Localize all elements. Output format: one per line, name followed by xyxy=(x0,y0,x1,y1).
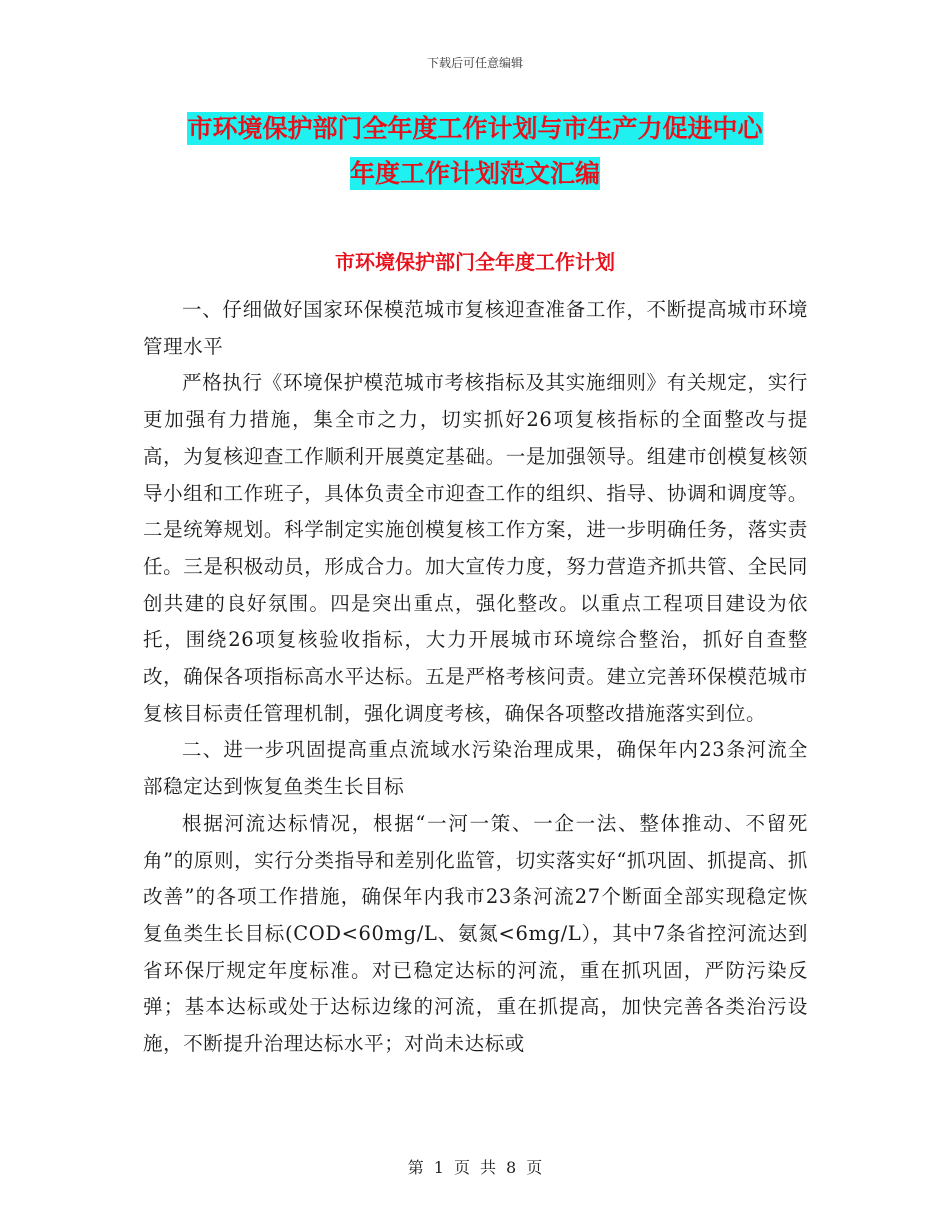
footer-total-pages: 8 xyxy=(506,1158,517,1177)
paragraph-heading-1: 一、仔细做好国家环保模范城市复核迎查准备工作，不断提高城市环境管理水平 xyxy=(143,298,808,358)
document-title xyxy=(0,110,950,192)
header-note: 下载后可任意编辑 xyxy=(426,56,523,70)
page-footer xyxy=(0,1155,950,1178)
title-line-1 xyxy=(0,110,950,147)
paragraph: 根据河流达标情况，根据“一河一策、一企一法、整体推动、不留死角”的原则，实行分类指导和差别化监管，切实落实好“抓巩固、抓提高、抓改善”的各项工作措施，确保年内我市23条河流27个断面全部实现稳定恢复鱼类生长目标(COD<60mg/L、氨氮<6mg/L），其中7条省控河流达到省环保厅规定年度标准。对已稳定达标的河流，重在抓巩固，严防污染反弹；基本达标或处于达标边缘的河流，重在抓提高，加快完善各类治污设施，不断提升治理达标水平；对尚未达标或 xyxy=(143,811,808,1056)
footer-page-unit: 页 xyxy=(453,1158,470,1177)
paragraph-heading-2: 二、进一步巩固提高重点流域水污染治理成果，确保年内23条河流全部稳定达到恢复鱼类生长目标 xyxy=(143,738,808,799)
title-line-2-text: 年度工作计划范文汇编 xyxy=(349,159,600,188)
footer-page-number: 1 xyxy=(433,1158,444,1177)
footer-total-label: 共 xyxy=(480,1158,497,1177)
document-body xyxy=(143,292,808,1063)
title-line-2 xyxy=(0,155,950,192)
title-line-1-text: 市环境保护部门全年度工作计划与市生产力促进中心 xyxy=(187,114,763,143)
section-title: 市环境保护部门全年度工作计划 xyxy=(335,250,615,274)
footer-page-label: 第 xyxy=(407,1158,424,1177)
paragraph: 严格执行《环境保护模范城市考核指标及其实施细则》有关规定，实行更加强有力措施，集全市之力，切实抓好26项复核指标的全面整改与提高，为复核迎查工作顺利开展奠定基础。一是加强领导。组建市创模复核领导小组和工作班子，具体负责全市迎查工作的组织、指导、协调和调度等。二是统筹规划。科学制定实施创模复核工作方案，进一步明确任务，落实责任。三是积极动员，形成合力。加大宣传力度，努力营造齐抓共管、全民同创共建的良好氛围。四是突出重点，强化整改。以重点工程项目建设为依托，围绕26项复核验收指标，大力开展城市环境综合整治，抓好自查整改，确保各项指标高水平达标。五是严格考核问责。建立完善环保模范城市复核目标责任管理机制，强化调度考核，确保各项整改措施落实到位。 xyxy=(143,371,808,725)
footer-total-unit: 页 xyxy=(526,1158,543,1177)
